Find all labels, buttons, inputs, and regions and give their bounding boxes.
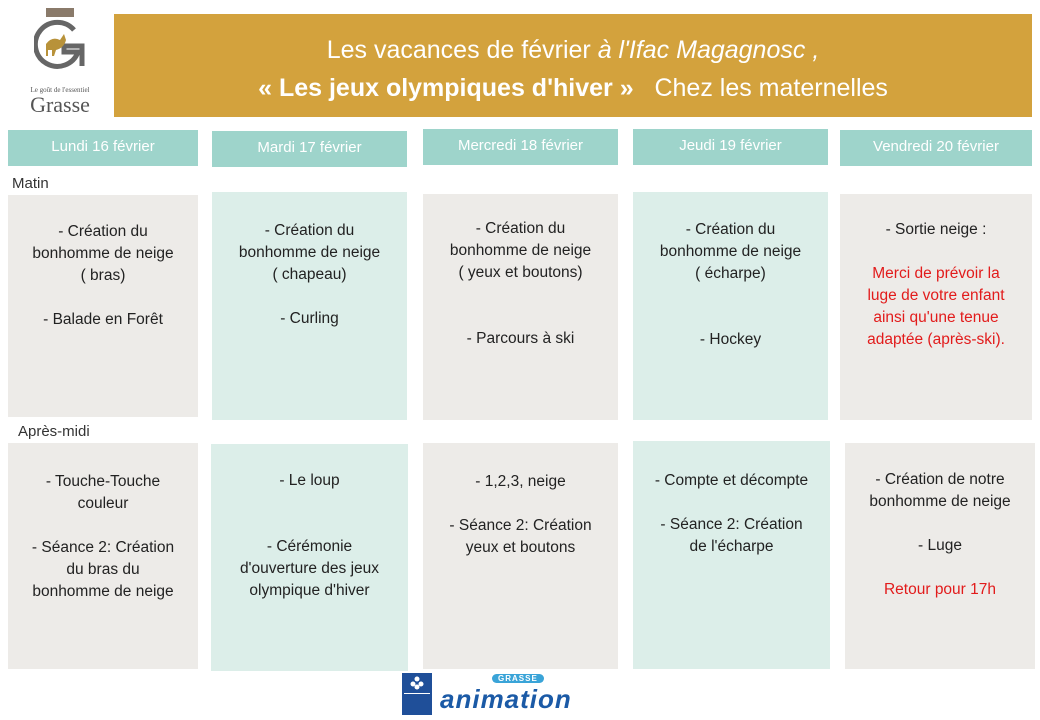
grasse-animation-logo xyxy=(440,672,600,716)
activity-line: - Création du xyxy=(58,223,148,240)
activity-line: - Séance 2: Création xyxy=(449,517,592,534)
warning-line: Merci de prévoir la xyxy=(872,265,1000,282)
morning-cell-tuesday xyxy=(212,192,407,420)
activity-line: bonhomme de neige xyxy=(869,493,1011,510)
morning-cell-wednesday xyxy=(423,194,618,420)
activity-line: - Le loup xyxy=(279,472,340,489)
afternoon-cell-thursday xyxy=(633,441,830,669)
warning-line: Retour pour 17h xyxy=(883,581,997,598)
grasse-logo xyxy=(14,8,106,117)
afternoon-cell-friday xyxy=(845,443,1035,669)
title-line-1-italic: à l'Ifac Magagnosc , xyxy=(597,36,820,64)
morning-cell-monday xyxy=(8,195,198,417)
warning-line: ainsi qu'une tenue xyxy=(873,309,999,326)
activity-line: ( bras) xyxy=(80,267,126,284)
activity-line: couleur xyxy=(77,495,129,512)
activity-line: - Création du xyxy=(685,221,776,238)
day-header-tuesday: Mardi 17 février xyxy=(212,131,407,167)
warning-line: adaptée (après-ski). xyxy=(867,331,1005,348)
warning-line: luge de votre enfant xyxy=(867,287,1005,304)
activity-line: du bras du xyxy=(66,561,140,578)
activity-line: bonhomme de neige xyxy=(238,244,381,261)
title-line-1 xyxy=(114,36,1032,65)
activity-line: - Création du xyxy=(264,222,355,239)
grasse-crest-icon xyxy=(34,8,86,70)
activity-line: - Sortie neige : xyxy=(885,221,987,238)
afternoon-cell-monday xyxy=(8,443,198,669)
period-label-afternoon: Après-midi xyxy=(18,423,90,440)
logo-tagline: Le goût de l'essentiel xyxy=(30,86,90,94)
activity-line: olympique d'hiver xyxy=(249,582,370,599)
title-banner xyxy=(114,14,1032,117)
afternoon-cell-tuesday xyxy=(211,444,408,671)
title-line-1-plain: Les vacances de février xyxy=(326,36,598,64)
activity-line: - Séance 2: Création xyxy=(660,516,803,533)
logo-name: Grasse xyxy=(30,92,90,117)
morning-cell-thursday xyxy=(633,192,828,420)
day-header-monday: Lundi 16 février xyxy=(8,130,198,166)
activity-line: - 1,2,3, neige xyxy=(475,473,566,490)
activity-line: bonhomme de neige xyxy=(32,583,174,600)
activity-line: ( chapeau) xyxy=(272,266,347,283)
activity-line: - Création du xyxy=(475,220,566,237)
activity-line: - Curling xyxy=(280,310,339,327)
activity-line: yeux et boutons xyxy=(465,539,576,556)
animation-wordmark: animation xyxy=(440,684,572,714)
activity-line: bonhomme de neige xyxy=(449,242,592,259)
activity-line: - Création de notre xyxy=(875,471,1005,488)
title-line-2-plain: Chez les maternelles xyxy=(633,74,888,102)
animation-city-tag: GRASSE xyxy=(492,674,544,683)
period-label-morning: Matin xyxy=(12,175,49,192)
activity-line: - Balade en Forêt xyxy=(43,311,163,328)
activity-line: - Hockey xyxy=(699,331,762,348)
activity-line: - Luge xyxy=(918,537,962,554)
activity-line: - Touche-Touche xyxy=(45,473,161,490)
activity-line: - Cérémonie xyxy=(266,538,353,555)
activity-line: de l'écharpe xyxy=(689,538,774,555)
caf-logo xyxy=(402,673,432,715)
activity-line: - Parcours à ski xyxy=(466,330,575,347)
afternoon-cell-wednesday xyxy=(423,443,618,669)
activity-line: bonhomme de neige xyxy=(32,245,174,262)
activity-line: ( écharpe) xyxy=(695,265,766,282)
activity-line: d'ouverture des jeux xyxy=(239,560,380,577)
morning-cell-friday xyxy=(840,194,1032,420)
day-header-friday: Vendredi 20 février xyxy=(840,130,1032,166)
activity-line: bonhomme de neige xyxy=(659,243,802,260)
activity-line: - Séance 2: Création xyxy=(31,539,175,556)
title-line-2 xyxy=(114,74,1032,103)
title-line-2-bold: « Les jeux olympiques d'hiver » xyxy=(258,74,634,102)
activity-line: ( yeux et boutons) xyxy=(458,264,583,281)
activity-line: - Compte et décompte xyxy=(654,472,809,489)
caf-flower-icon xyxy=(410,676,424,690)
day-header-wednesday: Mercredi 18 février xyxy=(423,129,618,165)
day-header-thursday: Jeudi 19 février xyxy=(633,129,828,165)
